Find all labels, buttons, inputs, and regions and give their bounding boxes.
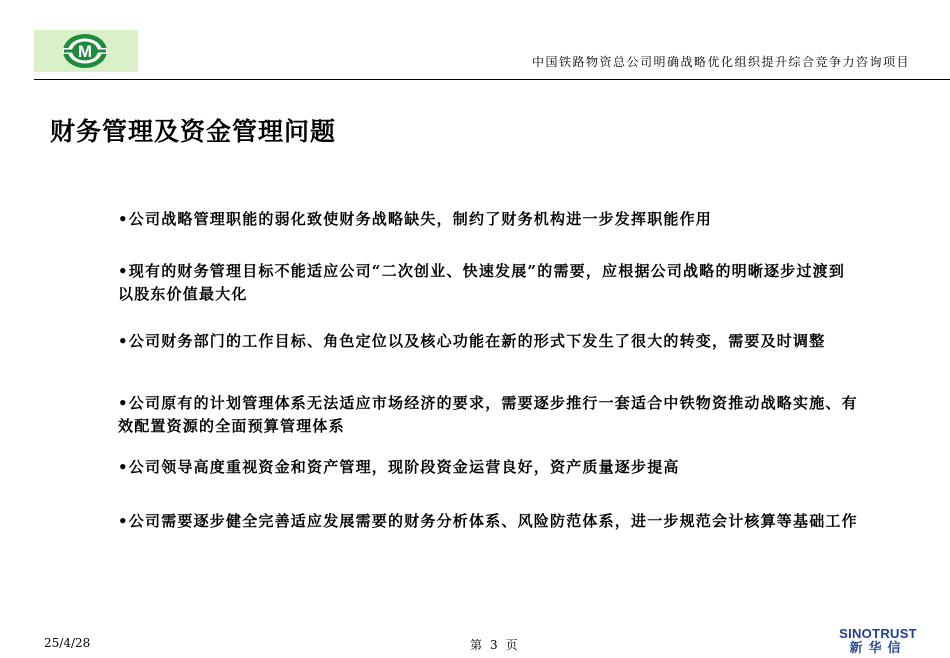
bullet-text: 公司领导高度重视资金和资产管理，现阶段资金运营良好，资产质量逐步提高 — [128, 458, 680, 476]
bullet-marker: • — [118, 332, 129, 350]
page-title: 财务管理及资金管理问题 — [50, 117, 337, 146]
bullet-item — [118, 456, 858, 479]
page-prefix: 第 — [470, 638, 483, 652]
bullet-text: 现有的财务管理目标不能适应公司“二次创业、快速发展”的需要，应根据公司战略的明晰逐步过渡到以股东价值最大化 — [118, 262, 846, 303]
bullet-marker: • — [118, 458, 129, 476]
bullet-item — [118, 510, 858, 533]
bullet-marker: • — [118, 262, 129, 280]
footer-date: 25/4/28 — [44, 636, 91, 650]
bullet-text: 公司需要逐步健全完善适应发展需要的财务分析体系、风险防范体系，进一步规范会计核算等基础工作 — [128, 512, 858, 530]
page-suffix: 页 — [505, 638, 518, 652]
bullet-item — [118, 260, 858, 306]
sinotrust-brand-logo — [838, 627, 918, 656]
bullet-text: 公司财务部门的工作目标、角色定位以及核心功能在新的形式下发生了很大的转变，需要及时调整 — [128, 332, 826, 350]
bullet-marker: • — [118, 210, 129, 228]
company-m-logo-icon — [60, 31, 110, 71]
bullet-marker: • — [118, 512, 129, 530]
bullet-marker: • — [118, 394, 129, 412]
company-logo — [34, 30, 138, 72]
brand-name-en: SINOTRUST — [839, 626, 917, 641]
header-divider — [34, 79, 950, 80]
bullet-item — [118, 330, 858, 353]
header-project-title: 中国铁路物资总公司明确战略优化组织提升综合竞争力咨询项目 — [531, 55, 910, 69]
page-number: 3 — [490, 638, 498, 652]
bullet-text: 公司战略管理职能的弱化致使财务战略缺失，制约了财务机构进一步发挥职能作用 — [128, 210, 713, 228]
bullet-item — [118, 392, 858, 438]
bullet-text: 公司原有的计划管理体系无法适应市场经济的要求，需要逐步推行一套适合中铁物资推动战略实施、有效配置资源的全面预算管理体系 — [118, 394, 858, 435]
brand-name-cn: 新华信 — [849, 640, 907, 655]
bullet-item — [118, 208, 858, 231]
logo-letter: M — [77, 42, 93, 61]
footer-page-number — [470, 636, 526, 653]
